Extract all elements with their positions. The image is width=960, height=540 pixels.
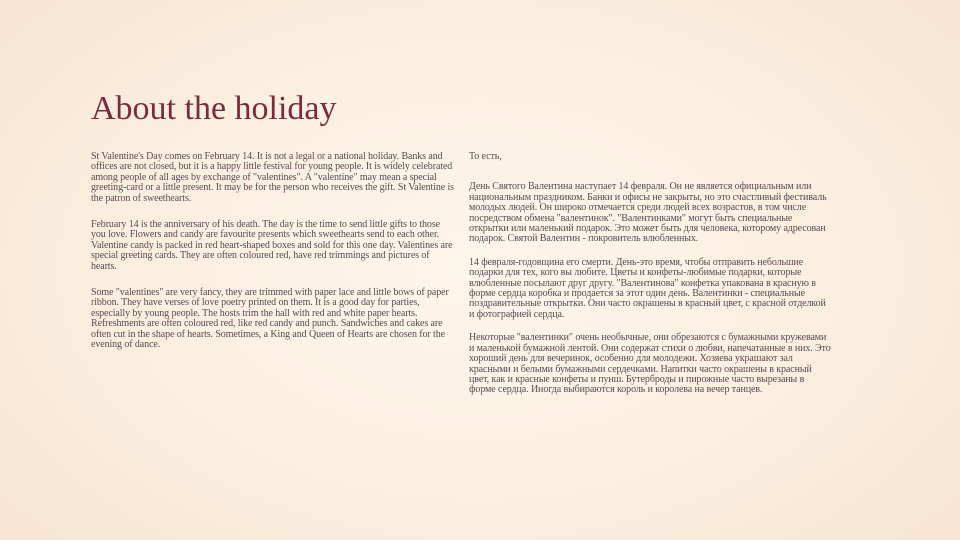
russian-paragraph-1: День Святого Валентина наступает 14 февраля. Он не является официальным или национальным праздником. Банки и офисы не закрыты, но это счастливый фестиваль молодых людей. Он широко отмечается среди людей всех возрастов, в том числе посредством обмена "валентинок". "Валентинками" могут быть специальные открытки или маленький подарок. Это может быть для человека, которому адресован подарок. Святой Валентин - покровитель влюбленных. <box>469 181 827 245</box>
english-paragraph-1: St Valentine's Day comes on February 14. It is not a legal or a national holiday. Banks and offices are not closed, but it is a happy little festival for young people. It is widely celebrated among people of all ages by exchange of "valentines". A "valentine" may mean a special greeting-card or a little present. It may be for the person who receives the gift. St Valentine is the patron of sweethearts. <box>91 151 454 204</box>
russian-lead-line: То есть, <box>469 151 502 162</box>
russian-text-column <box>469 152 831 409</box>
english-paragraph-2: February 14 is the anniversary of his death. The day is the time to send little gifts to those you love. Flowers and candy are favourite presents which sweethearts send to each other. Valentine candy is packed in red heart-shaped boxes and sold for this one day. Valentines are special greeting cards. They are often coloured red, have red trimmings and pictures of hearts. <box>91 219 453 272</box>
russian-paragraph-2: 14 февраля-годовщина его смерти. День-это время, чтобы отправить небольшие подарки для тех, кого вы любите. Цветы и конфеты-любимые подарки, которые влюбленные посылают друг другу. "Валентинова" конфетка упакована в красную в форме сердца коробка и продается за этот один день. Валентинки - специальные поздравительные открытки. Они часто окрашены в красный цвет, с красной отделкой и фотографией сердца. <box>469 256 826 320</box>
english-text-column <box>91 152 455 367</box>
english-paragraph-3: Some "valentines" are very fancy, they are trimmed with paper lace and little bows of paper ribbon. They have verses of love poetry printed on them. It is a good day for parties, especially by young people. The hosts trim the hall with red and white paper hearts. Refreshments are often coloured red, like red candy and punch. Sandwiches and cakes are often cut in the shape of hearts. Sometimes, a King and Queen of Hearts are chosen for the evening of dance. <box>91 287 449 351</box>
slide-title: About the holiday <box>91 90 337 127</box>
russian-paragraph-3: Некоторые "валентинки" очень необычные, они обрезаются с бумажными кружевами и маленькой бумажной лентой. Они содержат стихи о любви, напечатанные в них. Это хороший день для вечеринок, особенно для молодежи. Хозяева украшают зал красными и белыми бумажными сердечками. Напитки часто окрашены в красный цвет, как и красные конфеты и пунш. Бутерброды и пирожные часто вырезаны в форме сердца. Иногда выбираются король и королева на вечер танцев. <box>469 332 831 396</box>
